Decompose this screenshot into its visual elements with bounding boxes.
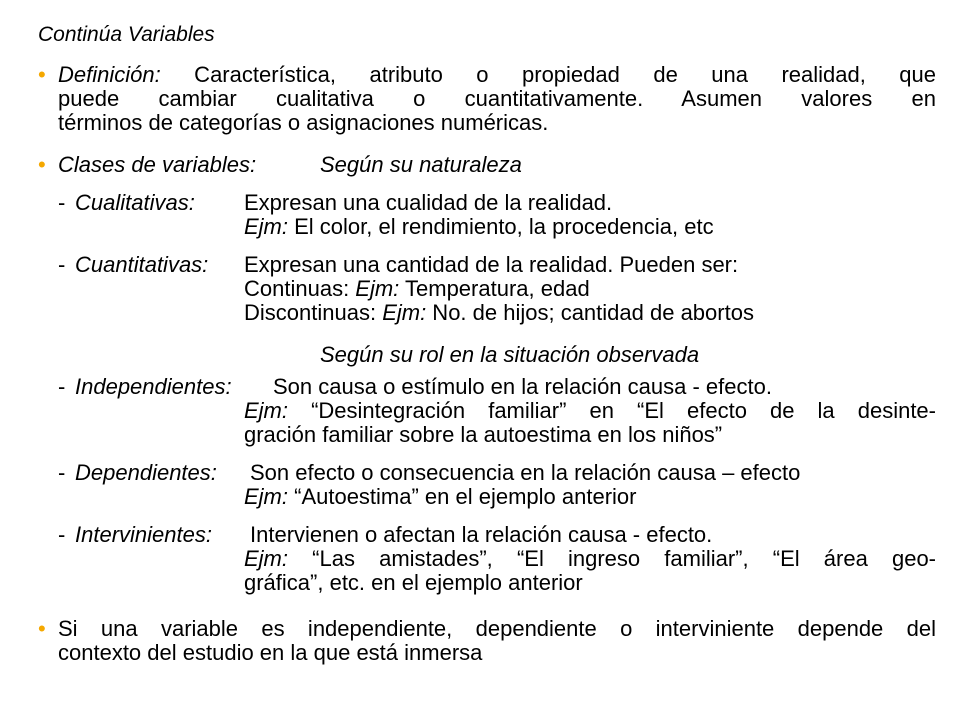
list-dash: -: [58, 190, 66, 215]
example-label: Ejm:: [244, 484, 288, 509]
bullet-icon: •: [38, 152, 46, 177]
definition-line-3: términos de categorías o asignaciones numéricas.: [58, 110, 549, 135]
example-text: Temperatura, edad: [399, 276, 590, 301]
example-text-line-2: gración familiar sobre la autoestima en los niños”: [244, 422, 723, 447]
dependent-label: Dependientes:: [75, 460, 217, 485]
continuous-prefix: Continuas:: [244, 276, 356, 301]
definition-line-1: Característica, atributo o propiedad de una realidad, que: [160, 62, 936, 87]
example-label: Ejm:: [244, 214, 288, 239]
bullet-icon: •: [38, 62, 46, 87]
definition-line-2: puede cambiar cualitativa o cuantitativamente. Asumen valores en: [58, 86, 936, 111]
example-text: “Autoestima” en el ejemplo anterior: [288, 484, 637, 509]
independent-label: Independientes:: [75, 374, 232, 399]
conclusion-line-2: contexto del estudio en la que está inmersa: [58, 640, 483, 665]
example-label: Ejm:: [244, 546, 288, 571]
example-label: Ejm:: [355, 276, 400, 301]
qualitative-label: Cualitativas:: [75, 190, 195, 215]
continuous-example: [244, 277, 590, 301]
list-dash: -: [58, 460, 66, 485]
intervening-example: [244, 547, 936, 595]
list-dash: -: [58, 252, 66, 277]
quantitative-text: Expresan una cantidad de la realidad. Pueden ser:: [244, 252, 739, 277]
example-text: El color, el rendimiento, la procedencia, etc: [288, 214, 714, 239]
dependent-example: [244, 485, 637, 509]
by-nature-heading: Según su naturaleza: [320, 152, 522, 177]
quantitative-label: Cuantitativas:: [75, 252, 209, 277]
dependent-text: Son efecto o consecuencia en la relación causa – efecto: [250, 460, 801, 485]
conclusion-paragraph: [58, 617, 936, 665]
definition-paragraph: [58, 63, 936, 135]
discontinuous-example: [244, 301, 754, 325]
conclusion-line-1: Si una variable es independiente, dependiente o interviniente depende del: [58, 616, 936, 641]
by-role-heading: Según su rol en la situación observada: [320, 342, 700, 367]
discontinuous-prefix: Discontinuas:: [244, 300, 383, 325]
example-text-line-2: gráfica”, etc. en el ejemplo anterior: [244, 570, 583, 595]
definition-label: Definición:: [58, 62, 161, 87]
slide-title: Continúa Variables: [38, 23, 215, 46]
bullet-icon: •: [38, 616, 46, 641]
list-dash: -: [58, 374, 66, 399]
list-dash: -: [58, 522, 66, 547]
example-text: No. de hijos; cantidad de abortos: [426, 300, 754, 325]
qualitative-example: [244, 215, 714, 239]
example-label: Ejm:: [244, 398, 288, 423]
example-label: Ejm:: [382, 300, 427, 325]
intervening-text: Intervienen o afectan la relación causa - efecto.: [250, 522, 713, 547]
classes-label: Clases de variables:: [58, 152, 257, 177]
example-text-line-1: “Desintegración familiar” en “El efecto de la desinte-: [288, 398, 936, 423]
independent-text: Son causa o estímulo en la relación causa - efecto.: [273, 374, 772, 399]
independent-example: [244, 399, 936, 447]
intervening-label: Intervinientes:: [75, 522, 212, 547]
qualitative-text: Expresan una cualidad de la realidad.: [244, 190, 613, 215]
example-text-line-1: “Las amistades”, “El ingreso familiar”, “El área geo-: [288, 546, 936, 571]
